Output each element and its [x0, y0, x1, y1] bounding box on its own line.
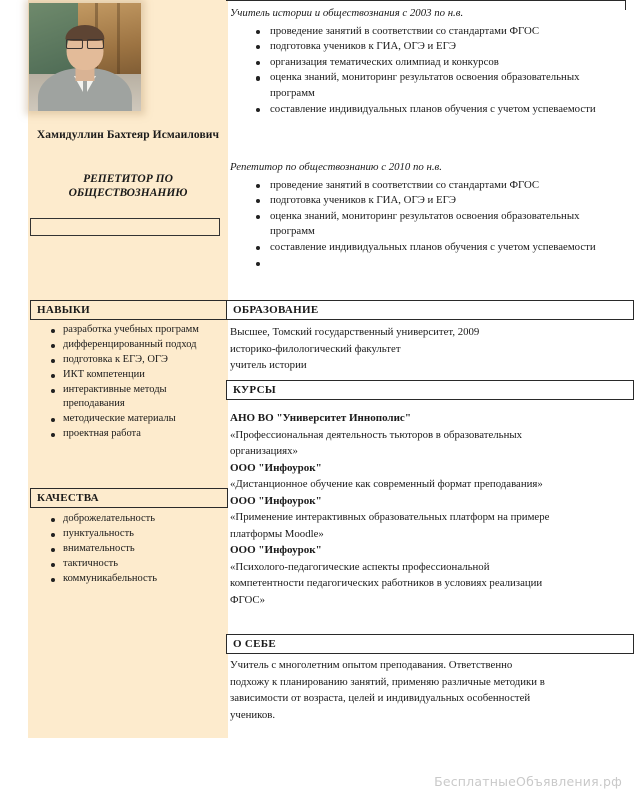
list-item: ИКТ компетенции — [48, 368, 223, 382]
section-header-skills: НАВЫКИ — [30, 300, 228, 320]
list-item: подготовка учеников к ГИА, ОГЭ и ЕГЭ — [252, 193, 622, 209]
list-item: проведение занятий в соответствии со стандартами ФГОС — [252, 178, 622, 194]
watermark: БесплатныеОбъявления.рф — [434, 774, 622, 789]
list-item: подготовка учеников к ГИА, ОГЭ и ЕГЭ — [252, 39, 622, 55]
course-line: организациях» — [230, 445, 298, 457]
section-header-qualities: КАЧЕСТВА — [30, 488, 228, 508]
list-item: составление индивидуальных планов обучения с учетом успеваемости — [252, 240, 622, 256]
courses-body — [230, 410, 622, 608]
list-item: дифференцированный подход — [48, 338, 223, 352]
list-item: оценка знаний, мониторинг результатов освоения образовательных программ — [252, 209, 622, 240]
list-item: подготовка к ЕГЭ, ОГЭ — [48, 353, 223, 367]
education-line-1: Высшее, Томский государственный университет, 2009 — [230, 326, 480, 338]
about-body — [230, 657, 622, 723]
list-item: внимательность — [48, 542, 223, 556]
experience-title: Учитель истории и обществознания с 2003 по н.в. — [230, 7, 464, 19]
course-org: ООО "Инфоурок" — [230, 544, 322, 556]
list-item: проектная работа — [48, 427, 223, 441]
list-item: доброжелательность — [48, 512, 223, 526]
list-item: проведение занятий в соответствии со стандартами ФГОС — [252, 24, 622, 40]
list-item: интерактивные методы преподавания — [48, 383, 223, 411]
about-line-2: подхожу к планированию занятий, применяю различные методики в — [230, 675, 545, 688]
course-org: АНО ВО "Университет Иннополис" — [230, 412, 411, 424]
right-column-top-rule — [226, 0, 626, 1]
list-item: организация тематических олимпиад и конкурсов — [252, 55, 622, 71]
list-item: пунктуальность — [48, 527, 223, 541]
course-line: «Психолого-педагогические аспекты профессиональной — [230, 560, 490, 573]
course-line: «Применение интерактивных образовательных платформ на примере — [230, 511, 550, 523]
education-line-2: историко-филологический факультет — [230, 342, 401, 355]
course-line: «Дистанционное обучение как современный формат преподавания» — [230, 478, 543, 490]
course-line: компетентности педагогических работников в условиях реализации — [230, 577, 543, 589]
course-line: платформы Moodle» — [230, 527, 324, 540]
empty-contact-box — [30, 218, 220, 236]
about-line-4: учеников. — [230, 708, 276, 721]
experience-duties-list — [252, 178, 622, 256]
experience-title: Репетитор по обществознанию с 2010 по н.в. — [230, 161, 442, 173]
portrait-photo-image — [29, 3, 141, 111]
course-org: ООО "Инфоурок" — [230, 494, 322, 507]
section-header-about: О СЕБЕ — [226, 634, 634, 654]
list-item: оценка знаний, мониторинг результатов освоения образовательных программ — [252, 70, 622, 101]
experience-entry-teacher — [230, 6, 622, 117]
education-body — [230, 324, 622, 374]
list-item: методические материалы — [48, 412, 223, 426]
person-role: РЕПЕТИТОР ПО ОБЩЕСТВОЗНАНИЮ — [68, 173, 188, 199]
about-line-1: Учитель с многолетним опытом преподавания. Ответственно — [230, 659, 513, 671]
list-item: тактичность — [48, 557, 223, 571]
about-line-3: зависимости от возраста, целей и индивидуальных особенностей — [230, 692, 531, 704]
list-item: составление индивидуальных планов обучения с учетом успеваемости — [252, 102, 622, 118]
person-name: Хамидуллин Бахтеяр Исмаилович — [36, 129, 220, 141]
skills-list — [48, 323, 223, 442]
course-line: «Профессиональная деятельность тьюторов в образовательных — [230, 428, 523, 441]
course-org: ООО "Инфоурок" — [230, 461, 322, 474]
experience-entry-tutor — [230, 160, 622, 256]
list-item: коммуникабельность — [48, 572, 223, 586]
right-column-right-rule — [625, 0, 626, 10]
portrait-photo — [29, 3, 141, 111]
qualities-list — [48, 512, 223, 587]
glasses-icon — [66, 39, 104, 48]
experience-duties-list — [252, 24, 622, 118]
section-header-courses: КУРСЫ — [226, 380, 634, 400]
section-header-education: ОБРАЗОВАНИЕ — [226, 300, 634, 320]
course-line: ФГОС» — [230, 593, 266, 606]
list-item: разработка учебных программ — [48, 323, 223, 337]
education-line-3: учитель истории — [230, 359, 307, 371]
